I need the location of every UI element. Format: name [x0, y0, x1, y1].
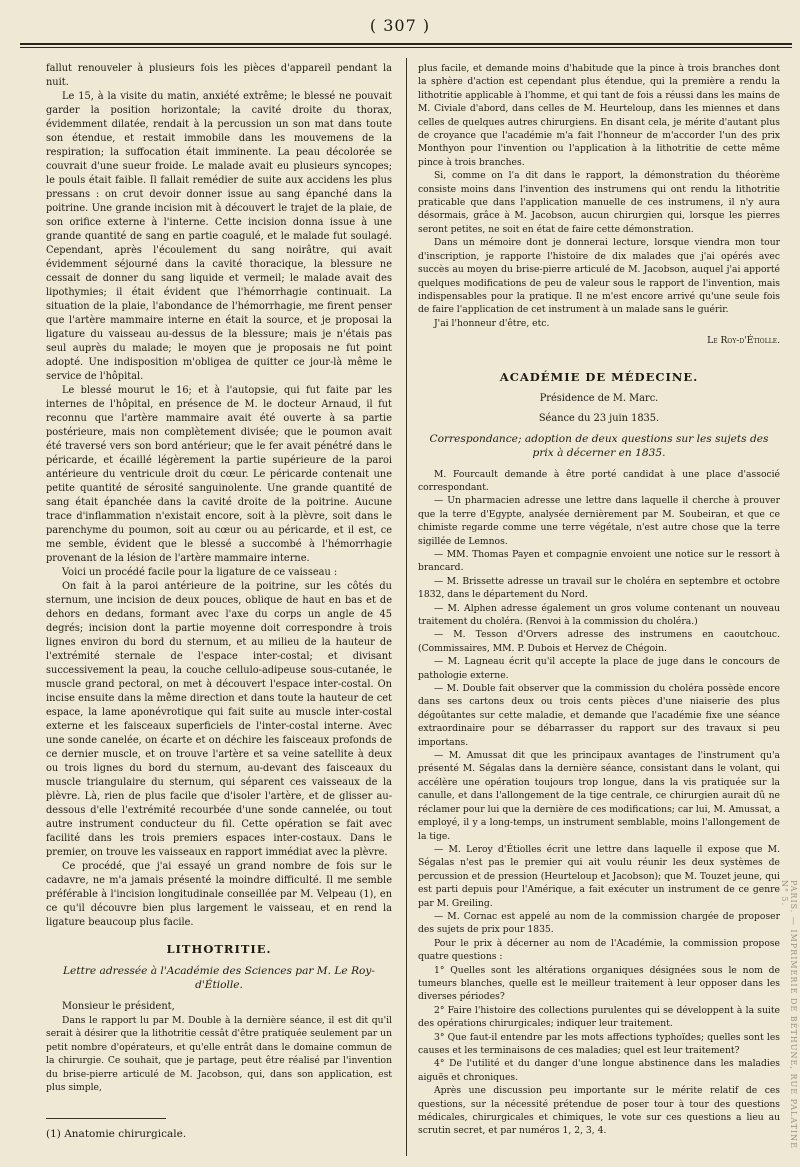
section-title-academie: ACADÉMIE DE MÉDECINE.: [499, 369, 699, 384]
list-item: 4° De l'utilité et du danger d'une longue abstinence dans les maladies aiguës et chroniques.: [418, 1058, 780, 1083]
paragraph: Si, comme on l'a dit dans le rapport, la démonstration du théorème consiste moins dans l'invention des instrumens qui ont rendu la lithotritie praticable que dans l'application manuelle de ces instrumens, il n'y aura désormais, grâce à M. Jacobson, aucun chirurgien qui, lorsque les pierres seront petites, ne soit en état de faire cette démonstration.: [418, 170, 780, 235]
list-item: 3° Que faut-il entendre par les mots affections typhoïdes; quelles sont les causes et les terminaisons de ces maladies; quel est leur traitement?: [418, 1031, 780, 1056]
paragraph: Dans le rapport lu par M. Double à la dernière séance, il est dit qu'il serait à désirer que la lithotritie cessât d'être pratiquée seulement par un petit nombre d'opérateurs, et qu'elle entrât dans le domaine commun de la chirurgie. Ce souhait, que je partage, peut être réalisé par l'invention du brise-pierre articulé de M. Jacobson, qui, dans son application, est plus simple,: [46, 1015, 392, 1094]
page-number: ( 307 ): [369, 16, 431, 35]
margin-imprint: PARIS. — IMPRIMERIE DE BÉTHUNE, RUE PALATINE N° 5.: [780, 880, 798, 1150]
list-item: Après une discussion peu importante sur le mérite relatif de ces questions, sur la nécessité prétendue de poser tour à tour des questions médicales, chirurgicales et chimiques, le vote sur ces questions a lieu au scrutin secret, et par numéros 1, 2, 3, 4.: [418, 1085, 780, 1137]
paragraph: Le 15, à la visite du matin, anxiété extrême; le blessé ne pouvait garder la position horizontale; la cavité droite du thorax, évidemment dilatée, rendait à la percussion un son mat dans toute son étendue, et restait immobile dans les mouvemens de la respiration; la suffocation était imminente. La peau décolorée se couvrait d'une sueur froide. Le malade avait eu plusieurs syncopes; le pouls était faible. Il fallait remédier de suite aux accidens les plus pressans : on crut devoir donner issue au sang épanché dans la poitrine. Une grande incision mit à découvert le trajet de la plaie, de son orifice externe à l'interne. Cette incision donna issue à une grande quantité de sang en partie coagulé, et le malade fut soulagé. Cependant, après l'écoulement du sang noirâtre, qui avait évidemment séjourné dans la cavité thoracique, la blessure ne cessait de donner du sang liquide et vermeil; le malade avait des lipothymies; il était évident que l'hémorrhagie continuait. La situation de la plaie, l'abondance de l'hémorrhagie, me firent penser que l'artère mammaire interne en était la source, et je proposai la ligature du vaisseau au-dessus de la blessure; mais je n'étais pas seul auprès du malade; le moyen que je proposais ne fut point adopté. Une indisposition m'obligea de quitter ce jour-là même le service de l'hôpital.: [46, 91, 392, 382]
paragraph: fallut renouveler à plusieurs fois les pièces d'appareil pendant la nuit.: [46, 63, 392, 88]
list-item: — MM. Thomas Payen et compagnie envoient une notice sur le ressort à brancard.: [418, 548, 780, 574]
list-item: — M. Cornac est appelé au nom de la commission chargée de proposer des sujets de prix pour 1835.: [418, 910, 780, 936]
column-divider: [406, 58, 407, 1156]
list-item: M. Fourcault demande à être porté candidat à une place d'associé correspondant.: [418, 468, 780, 493]
list-item: — M. Amussat dit que les principaux avantages de l'instrument qu'a présenté M. Ségalas dans la dernière séance, consistant dans le volant, qui accélère une opération toujours trop longue, dans la vis pratiquée sur la canulle, et dans l'allongement de la tige centrale, ce chirurgien aurait dû ne réclamer pour lui que la dernière de ces modifications; car lui, M. Amussat, a employé, il y a long-temps, un instrument semblable, moins l'allongement de la tige.: [418, 750, 780, 842]
list-item: — M. Tesson d'Orvers adresse des instrumens en caoutchouc. (Commissaires, MM. P. Dubois et Hervez de Chégoin.: [418, 629, 780, 654]
section-title-lithotritie: LITHOTRITIE.: [166, 942, 272, 956]
letter-heading: Lettre adressée à l'Académie des Sciences par M. Le Roy-d'Étiolle.: [63, 965, 375, 991]
seance: Séance du 23 juin 1835.: [538, 412, 660, 424]
right-column: [418, 62, 780, 1138]
paragraph: Dans un mémoire dont je donnerai lecture, lorsque viendra mon tour d'inscription, je rapporte l'histoire de dix malades que j'ai opérés avec succès au moyen du brise-pierre articulé de M. Jacobson, auquel j'ai apporté quelques modifications de peu de valeur sous le rapport de l'invention, mais indispensables pour la pratique. Il ne m'est encore arrivé qu'une seule fois de faire l'application de cet instrument à un malade sans le guérir.: [418, 237, 780, 316]
list-item: — M. Double fait observer que la commission du choléra possède encore dans ses cartons deux ou trois cents pièces d'une niaiserie des plus dégoûtantes sur cette maladie, et demande que l'académie fixe une séance extraordinaire pour se débarrasser du rapport sur des travaux si peu importans.: [418, 683, 780, 748]
paragraph: plus facile, et demande moins d'habitude que la pince à trois branches dont la sphère d'action est cependant plus étendue, qui la première a rendu la lithotritie applicable à l'homme, et qui tant de fois a réussi dans les mains de M. Civiale d'abord, dans celles de M. Heurteloup, dans les miennes et dans celles de quelques autres chirurgiens. En disant cela, je mérite d'autant plus de croyance que l'académie m'a fait l'honneur de m'accorder l'un des prix Monthyon pour l'invention ou l'application à la lithotritie de cette même pince à trois branches.: [418, 63, 780, 168]
header-rule: [20, 43, 792, 45]
left-column: [46, 62, 392, 1094]
paragraph: Ce procédé, que j'ai essayé un grand nombre de fois sur le cadavre, ne m'a jamais présenté la moindre difficulté. Il me semble préférable à l'incision longitudinale conseillée par M. Velpeau (1), en ce qu'il découvre bien plus largement le vaisseau, et en rend la ligature beaucoup plus facile.: [46, 861, 392, 928]
list-item: — Un pharmacien adresse une lettre dans laquelle il cherche à prouver que la terre d'Egypte, analysée dernièrement par M. Soubeiran, et que ce chimiste regarde comme une terre végétale, n'est autre chose que la terre sigillée de Lemnos.: [418, 495, 780, 547]
list-item: — M. Alphen adresse également un gros volume contenant un nouveau traitement du choléra. (Renvoi à la commission du choléra.): [418, 602, 780, 627]
signature: Le Roy-d'Étiolle.: [707, 335, 780, 347]
footnote: (1) Anatomie chirurgicale.: [46, 1128, 187, 1140]
list-item: 1° Quelles sont les altérations organiques désignées sous le nom de tumeurs blanches, quelle est le meilleur traitement à leur opposer dans les diverses périodes?: [418, 964, 780, 1003]
presidence: Présidence de M. Marc.: [539, 392, 659, 404]
header-rule-thin: [20, 47, 792, 48]
list-item: 2° Faire l'histoire des collections purulentes qui se développent à la suite des opérations chirurgicales; indiquer leur traitement.: [418, 1004, 780, 1030]
closing: J'ai l'honneur d'être, etc.: [434, 317, 550, 329]
list-item: Pour le prix à décerner au nom de l'Académie, la commission propose quatre questions :: [418, 937, 780, 963]
correspondance-heading: Correspondance; adoption de deux questions sur les sujets des prix à décerner en 1835.: [429, 432, 769, 459]
list-item: — M. Brissette adresse un travail sur le choléra en septembre et octobre 1832, dans le département du Nord.: [418, 575, 780, 601]
list-item: — M. Leroy d'Étiolles écrit une lettre dans laquelle il expose que M. Ségalas n'est pas le premier qui ait voulu réunir les deux systèmes de percussion et de pression (Heurteloup et Jacobson); que M. Touzet jeune, qui est parti depuis pour l'Amérique, a fait exécuter un instrument de ce genre par M. Greiling.: [418, 843, 780, 909]
paragraph: On fait à la paroi antérieure de la poitrine, sur les côtés du sternum, une incision de deux pouces, oblique de haut en bas et de dehors en dedans, formant avec l'axe du corps un angle de 45 degrés; incision dont la partie moyenne doit correspondre à trois lignes environ du bord du sternum, et au milieu de la hauteur de l'extrémité sternale de l'espace inter-costal; et divisant successivement la peau, la couche cellulo-adipeuse sous-cutanée, le muscle grand pectoral, on met à découvert l'espace inter-costal. On incise ensuite dans la même direction et dans toute la hauteur de cet espace, la lame aponévrotique qui fait suite au muscle inter-costal externe et les faisceaux superficiels de l'inter-costal interne. Avec une sonde canelée, on écarte et on déchire les faisceaux profonds de ce dernier muscle, et on trouve l'artère et sa veine satellite à deux ou trois lignes du bord du sternum, au-devant des faisceaux du muscle triangulaire du sternum, qui séparent ces vaisseaux de la plèvre. Là, rien de plus facile que d'isoler l'artère, et de glisser au-dessous d'elle l'extrémité recourbée d'une sonde cannelée, ou tout autre instrument conducteur du fil. Cette opération se fait avec facilité dans les trois premiers espaces inter-costaux. Dans le premier, on trouve les vaisseaux en rapport immédiat avec la plèvre.: [46, 581, 392, 858]
list-item: — M. Lagneau écrit qu'il accepte la place de juge dans le concours de pathologie externe.: [418, 656, 780, 681]
paragraph: Le blessé mourut le 16; et à l'autopsie, qui fut faite par les internes de l'hôpital, en présence de M. le docteur Arnaud, il fut reconnu que l'artère mammaire avait été ouverte à sa partie postérieure, mais non complètement divisée; que le poumon avait été traversé vers son bord antérieur; que le fer avait pénétré dans le péricarde, et écaillé légèrement la partie supérieure de la paroi antérieure du ventricule droit du cœur. Le péricarde contenait une petite quantité de sérosité sanguinolente. Une grande quantité de sang était épanchée dans la cavité droite de la poitrine. Aucune trace d'inflammation n'existait encore, soit à la plèvre, soit dans le parenchyme du poumon, soit au cœur ou au péricarde, et il est, ce me semble, évident que le blessé a succombé à l'hémorrhagie provenant de la lésion de l'artère mammaire interne.: [46, 385, 392, 564]
footnote-rule: [46, 1118, 166, 1119]
paragraph: Voici un procédé facile pour la ligature de ce vaisseau :: [62, 567, 338, 578]
salutation: Monsieur le président,: [62, 1001, 175, 1012]
